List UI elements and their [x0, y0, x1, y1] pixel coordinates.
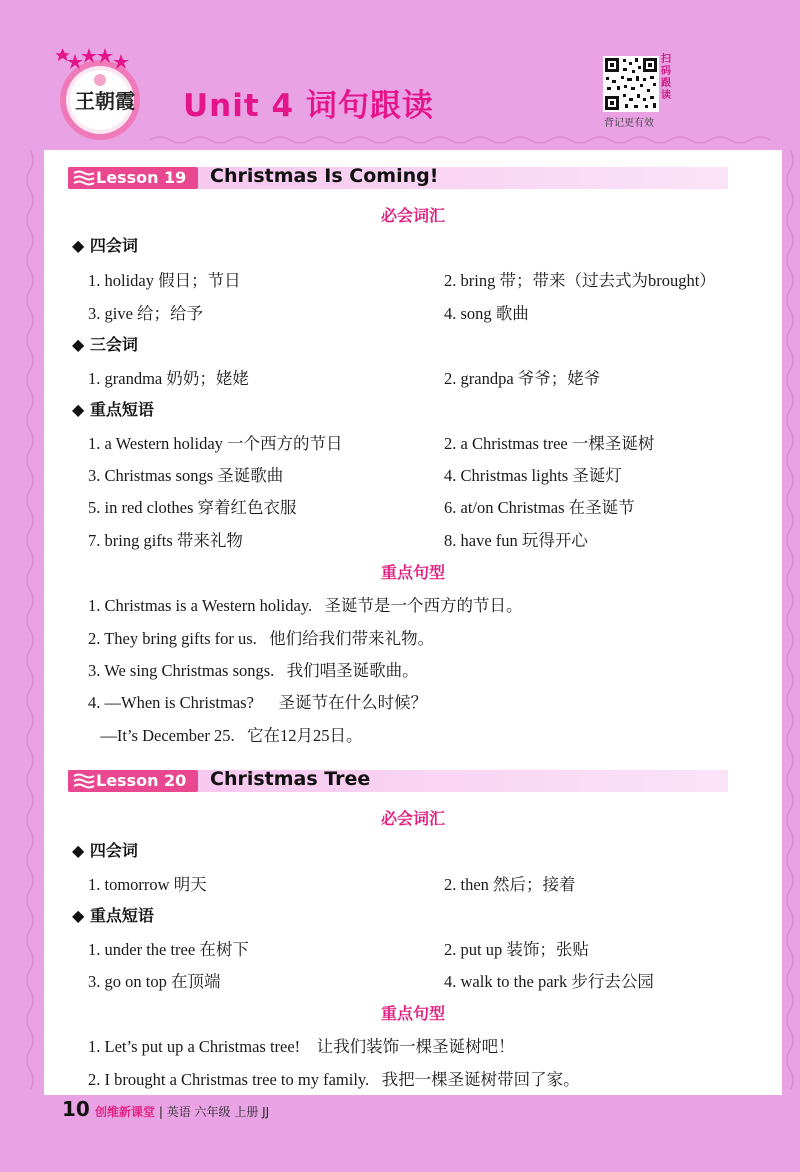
l19-sentence: 4. —When is Christmas? 圣诞节在什么时候？: [88, 693, 428, 712]
l19-four-item: 3. give 给；给予: [88, 304, 204, 323]
qr-side-label: 扫码跟读: [661, 54, 671, 101]
l19-four-item: 1. holiday 假日；节日: [88, 271, 241, 290]
lesson-19-label: Lesson 19: [96, 168, 187, 187]
l19-phrase: 5. in red clothes 穿着红色衣服: [88, 498, 297, 517]
l20-vocab-heading: 必会词汇: [380, 809, 445, 828]
l19-phrase: 7. bring gifts 带来礼物: [88, 531, 243, 550]
l19-sentence: —It’s December 25. 它在12月25日。: [88, 726, 363, 745]
l20-four-item: 1. tomorrow 明天: [88, 875, 207, 894]
l19-phrase: 3. Christmas songs 圣诞歌曲: [88, 466, 284, 485]
lesson-19-title: Christmas Is Coming!: [210, 165, 439, 187]
l20-phrase: 1. under the tree 在树下: [88, 940, 249, 959]
l19-three-item: 1. grandma 奶奶；姥姥: [88, 369, 249, 388]
l19-phrase: 8. have fun 玩得开心: [444, 531, 588, 550]
waves-icon: [73, 170, 95, 186]
l19-three-skill-heading: ◆ 三会词: [72, 335, 138, 354]
l19-sentence: 3. We sing Christmas songs. 我们唱圣诞歌曲。: [88, 661, 419, 680]
lesson-19-badge: [68, 167, 198, 189]
l19-sentence: 1. Christmas is a Western holiday. 圣诞节是一个西方的节日。: [88, 596, 523, 615]
l20-four-skill-heading: ◆ 四会词: [72, 841, 138, 860]
qr-code-icon[interactable]: [603, 56, 659, 112]
l19-sentences-heading: 重点句型: [380, 563, 445, 582]
logo-text: 王朝霞: [75, 89, 135, 113]
footer-brand: 创维新课堂: [95, 1105, 156, 1119]
l19-phrases-heading: ◆ 重点短语: [72, 400, 154, 419]
l19-phrase: 2. a Christmas tree 一棵圣诞树: [444, 434, 655, 453]
l19-phrase: 6. at/on Christmas 在圣诞节: [444, 498, 635, 517]
l19-phrase: 1. a Western holiday 一个西方的节日: [88, 434, 343, 453]
lesson-19-header: [68, 167, 728, 189]
l20-sentence: 2. I brought a Christmas tree to my family. 我把一棵圣诞树带回了家。: [88, 1070, 580, 1089]
footer-info: [95, 1103, 269, 1120]
page-number: 10: [62, 1097, 90, 1121]
l19-vocab-heading: 必会词汇: [380, 206, 445, 225]
l20-sentence: 1. Let’s put up a Christmas tree! 让我们装饰一棵圣诞树吧！: [88, 1037, 515, 1056]
l20-phrases-heading: ◆ 重点短语: [72, 906, 154, 925]
lesson-20-label: Lesson 20: [96, 771, 187, 790]
lesson-20-badge: [68, 770, 198, 792]
l20-phrase: 2. put up 装饰；张贴: [444, 940, 589, 959]
l19-sentence: 2. They bring gifts for us. 他们给我们带来礼物。: [88, 629, 435, 648]
l20-sentences-heading: 重点句型: [380, 1004, 445, 1023]
l20-four-item: 2. then 然后；接着: [444, 875, 576, 894]
l19-three-item: 2. grandpa 爷爷；姥爷: [444, 369, 601, 388]
unit-title: Unit 4 词句跟读: [183, 88, 434, 124]
footer-book-info: | 英语 六年级 上册 JJ: [158, 1105, 270, 1119]
l19-four-item: 4. song 歌曲: [444, 304, 529, 323]
qr-note: 背记更有效: [604, 118, 654, 129]
l20-phrase: 3. go on top 在顶端: [88, 972, 221, 991]
lesson-20-title: Christmas Tree: [210, 768, 371, 790]
lesson-20-header: [68, 770, 728, 792]
l19-four-item: 2. bring 带；带来（过去式为brought）: [444, 271, 716, 290]
l19-four-skill-heading: ◆ 四会词: [72, 236, 138, 255]
l19-phrase: 4. Christmas lights 圣诞灯: [444, 466, 622, 485]
l20-phrase: 4. walk to the park 步行去公园: [444, 972, 654, 991]
waves-icon: [73, 773, 95, 789]
